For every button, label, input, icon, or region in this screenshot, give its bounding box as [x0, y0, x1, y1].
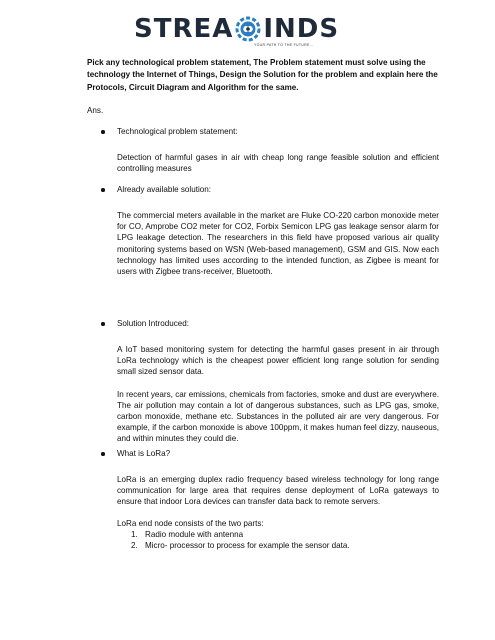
gear-brain-icon [233, 14, 263, 44]
streaminds-logo [134, 14, 354, 54]
section-paragraph: A IoT based monitoring system for detecting the harmful gases present in air through LoRa technology which is the cheapest power efficient long range solution for sending small sized sensor data. [117, 345, 439, 377]
list-item-number: 2. [131, 541, 138, 551]
list-item-text: Radio module with antenna [145, 529, 244, 539]
section-paragraph: The commercial meters available in the market are Fluke CO-220 carbon monoxide meter for CO, Amprobe CO2 meter for CO2, Forbix Semicon LPG gas leakage sensor alarm for LPG leakage detection. The researchers in this field have proposed various air quality monitoring systems based on WSN (Web-based management), GSM and GIS. Now each technology has limited uses according to the intended function, as Zigbee is meant for users with Zigbee trans-receiver, Bluetooth. [117, 211, 439, 277]
list-item [131, 529, 483, 540]
bullet-dot-icon [101, 452, 105, 456]
list-item-text: Micro- processor to process for example the sensor data. [145, 541, 350, 551]
section-paragraph: LoRa end node consists of the two parts: [117, 518, 264, 528]
logo-tagline: YOUR PATH TO THE FUTURE... [254, 43, 314, 47]
section-paragraph: In recent years, car emissions, chemicals from factories, smoke and dust are everywhere. The air pollution may contain a lot of dangerous substances, such as LPG gas, smoke, carbon monoxide, methane etc. Substances in the polluted air are very dangerous. For example, if the carbon monoxide is above 100ppm, it makes human feel dizzy, nauseous, and within minutes they could die. [117, 389, 439, 444]
section-heading: Already available solution: [117, 185, 212, 194]
bullet-dot-icon [101, 188, 105, 192]
logo-text-right: INDS [263, 14, 340, 44]
section-problem-statement [87, 126, 439, 174]
bullet-item [87, 184, 439, 196]
section-what-is-lora [87, 448, 439, 552]
section-available-solution [87, 184, 439, 277]
bullet-item [87, 318, 439, 330]
bullet-item [87, 126, 439, 138]
list-item [131, 540, 483, 551]
section-heading: What is LoRa? [117, 449, 171, 458]
bullet-dot-icon [101, 322, 105, 326]
ans-label: Ans. [87, 106, 104, 115]
lora-parts-list [131, 529, 483, 552]
question-text: Pick any technological problem statement, The Problem statement must solve using the technology the Internet of Things, Design the Solution for the problem and explain here the Protocols, Circuit Diagram and Algorithm for the same. [87, 58, 438, 92]
bullet-dot-icon [101, 130, 105, 134]
section-paragraph: Detection of harmful gases in air with cheap long range feasible solution and efficient controlling measures [117, 153, 439, 174]
logo-text-left: STREA [134, 14, 234, 44]
section-heading: Technological problem statement: [117, 127, 238, 136]
section-heading: Solution Introduced: [117, 319, 189, 328]
list-item-number: 1. [131, 529, 138, 539]
section-solution-introduced [87, 318, 439, 445]
section-paragraph: LoRa is an emerging duplex radio frequency based wireless technology for long range communication for large area that requires dense deployment of LoRa gateways to ensure that indoor Lora devices can transfer data back to remote servers. [117, 475, 439, 507]
bullet-item [87, 448, 439, 460]
